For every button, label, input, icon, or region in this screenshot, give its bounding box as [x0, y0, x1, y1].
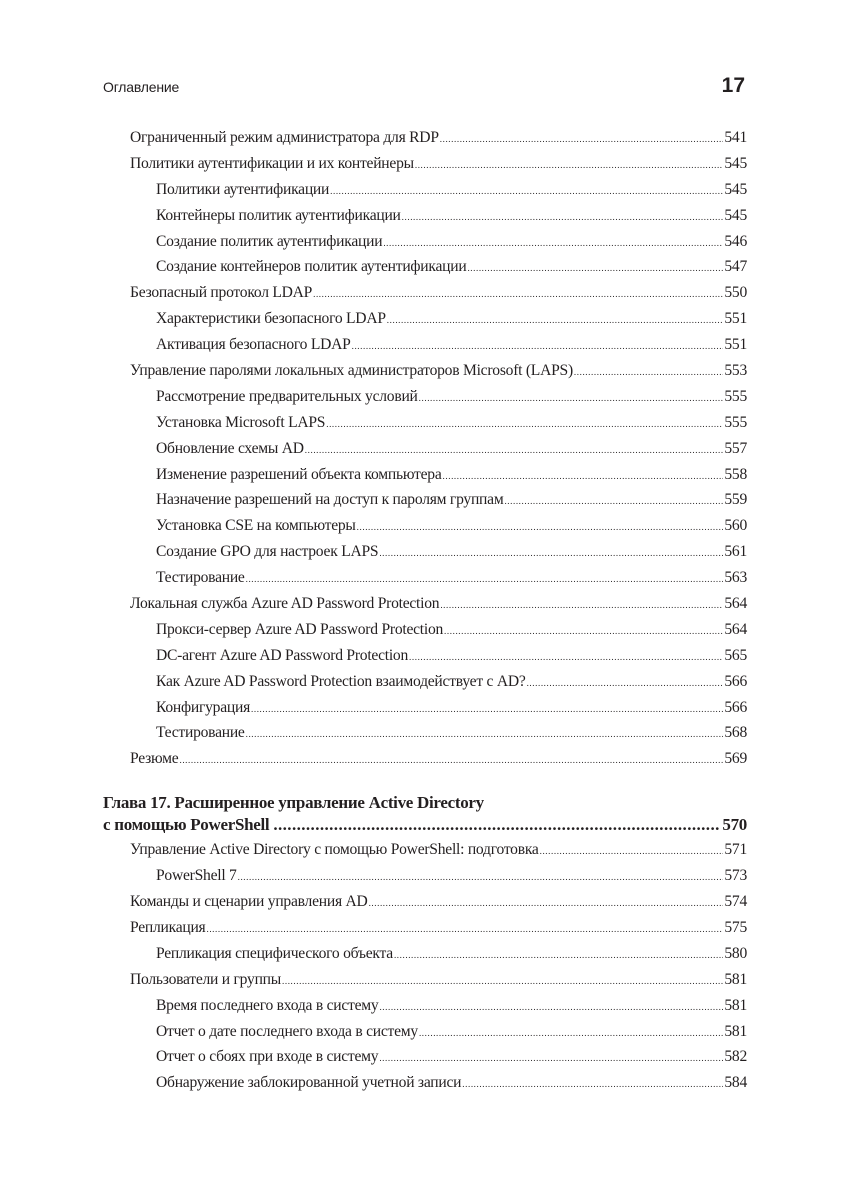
toc-entry-section[interactable] [103, 595, 747, 621]
toc-entry-page: 555 [724, 413, 747, 431]
toc-entry-section[interactable] [103, 971, 747, 997]
toc-entry-page: 564 [724, 595, 747, 613]
toc-entry-title: Создание политик аутентификации [156, 232, 383, 250]
toc-entry-subsection[interactable] [103, 621, 747, 647]
toc-entry-subsection[interactable] [103, 1023, 747, 1049]
toc-entry-subsection[interactable] [103, 310, 747, 336]
toc-entry-subsection[interactable] [103, 1048, 747, 1074]
dot-leader [379, 1002, 723, 1012]
dot-leader [326, 419, 723, 429]
dot-leader [467, 263, 723, 273]
toc-entry-title: Создание GPO для настроек LAPS [156, 543, 379, 561]
toc-entry-subsection[interactable] [103, 440, 747, 466]
dot-leader [352, 341, 724, 351]
dot-leader [282, 976, 723, 986]
toc-entry-title: Репликация [130, 918, 206, 936]
dot-leader [273, 814, 720, 836]
dot-leader [206, 924, 723, 934]
dot-leader [246, 729, 724, 739]
dot-leader [504, 496, 723, 506]
dot-leader [383, 238, 723, 248]
toc-entry-section[interactable] [103, 284, 747, 310]
toc-entry-title: Управление паролями локальных администраторов Microsoft (LAPS) [130, 362, 573, 380]
dot-leader [394, 950, 723, 960]
toc-entry-page: 581 [724, 970, 747, 988]
toc-entry-section[interactable] [103, 362, 747, 388]
toc-entry-page: 565 [724, 646, 747, 664]
toc-entry-title: Тестирование [156, 569, 245, 587]
page-number: 17 [721, 74, 745, 97]
toc-entry-subsection[interactable] [103, 1074, 747, 1100]
dot-leader [402, 212, 724, 222]
toc-entry-title: Политики аутентификации [156, 180, 330, 198]
toc-entry-page: 545 [724, 180, 747, 198]
table-of-contents [103, 129, 747, 1100]
toc-entry-subsection[interactable] [103, 388, 747, 414]
dot-leader [415, 160, 724, 170]
dot-leader [246, 574, 724, 584]
toc-entry-page: 580 [724, 944, 747, 962]
toc-entry-page: 560 [724, 517, 747, 535]
toc-entry-title: Создание контейнеров политик аутентификации [156, 258, 467, 276]
toc-entry-page: 566 [724, 672, 747, 690]
running-head-title: Оглавление [103, 79, 180, 95]
toc-entry-subsection[interactable] [103, 336, 747, 362]
chapter-title-line-1: Глава 17. Расширенное управление Active Directory [103, 793, 484, 813]
toc-entry-title: Политики аутентификации и их контейнеры [130, 154, 414, 172]
toc-entry-subsection[interactable] [103, 233, 747, 259]
toc-entry-page: 568 [724, 724, 747, 742]
toc-entry-section[interactable] [103, 841, 747, 867]
dot-leader [574, 367, 723, 377]
chapter-title-line-2: с помощью PowerShell [103, 815, 270, 835]
toc-entry-title: Активация безопасного LDAP [156, 336, 351, 354]
dot-leader [379, 1053, 723, 1063]
toc-entry-page: 582 [724, 1048, 747, 1066]
chapter-page: 570 [722, 815, 747, 835]
toc-entry-page: 545 [724, 206, 747, 224]
toc-entry-section[interactable] [103, 893, 747, 919]
toc-entry-page: 546 [724, 232, 747, 250]
toc-entry-page: 574 [724, 893, 747, 911]
toc-entry-title: Команды и сценарии управления AD [130, 893, 368, 911]
toc-entry-section[interactable] [103, 750, 747, 776]
dot-leader [238, 872, 724, 882]
toc-entry-subsection[interactable] [103, 724, 747, 750]
dot-leader [387, 315, 724, 325]
dot-leader [313, 289, 723, 299]
toc-entry-page: 557 [724, 439, 747, 457]
toc-entry-title: Локальная служба Azure AD Password Protection [130, 595, 440, 613]
chapter-title-line-2-row [103, 814, 747, 836]
toc-entry-page: 581 [724, 996, 747, 1014]
toc-entry-page: 541 [724, 129, 747, 146]
toc-entry-page: 563 [724, 569, 747, 587]
toc-entry-title: Контейнеры политик аутентификации [156, 206, 401, 224]
toc-entry-subsection[interactable] [103, 945, 747, 971]
toc-entry-title: Установка Microsoft LAPS [156, 413, 326, 431]
toc-entry-page: 553 [724, 362, 747, 380]
toc-entry-page: 545 [724, 154, 747, 172]
dot-leader [527, 678, 724, 688]
dot-leader [179, 755, 723, 765]
dot-leader [443, 471, 724, 481]
toc-entry-subsection[interactable] [103, 207, 747, 233]
toc-entry-page: 569 [724, 750, 747, 768]
toc-entry-title: Резюме [130, 750, 179, 768]
toc-entry-page: 566 [724, 698, 747, 716]
dot-leader [444, 626, 723, 636]
toc-entry-page: 573 [724, 867, 747, 885]
toc-entry-title: Прокси-сервер Azure AD Password Protection [156, 620, 444, 638]
toc-entry-page: 571 [724, 841, 747, 859]
toc-entry-title: Ограниченный режим администратора для RDP [130, 129, 439, 146]
chapter-heading[interactable] [103, 792, 747, 836]
toc-entry-page: 551 [724, 310, 747, 328]
toc-entry-section[interactable] [103, 129, 747, 155]
toc-entry-page: 551 [724, 336, 747, 354]
toc-entry-title: Рассмотрение предварительных условий [156, 387, 418, 405]
toc-entry-subsection[interactable] [103, 867, 747, 893]
toc-entry-section[interactable] [103, 155, 747, 181]
dot-leader [369, 898, 724, 908]
toc-entry-subsection[interactable] [103, 466, 747, 492]
dot-leader [440, 600, 723, 610]
toc-entry-title: Управление Active Directory с помощью PowerShell: подготовка [130, 841, 539, 859]
toc-entry-title: Назначение разрешений на доступ к паролям группам [156, 491, 504, 509]
toc-entry-title: Отчет о дате последнего входа в систему [156, 1022, 418, 1040]
toc-entry-subsection[interactable] [103, 543, 747, 569]
toc-entry-title: Обнаружение заблокированной учетной записи [156, 1074, 462, 1092]
toc-entry-title: Безопасный протокол LDAP [130, 284, 313, 302]
toc-entry-page: 564 [724, 620, 747, 638]
toc-entry-title: Репликация специфического объекта [156, 944, 393, 962]
dot-leader [462, 1079, 723, 1089]
dot-leader [419, 1028, 723, 1038]
toc-entry-title: Характеристики безопасного LDAP [156, 310, 386, 328]
toc-entry-title: Обновление схемы AD [156, 439, 304, 457]
toc-entry-page: 547 [724, 258, 747, 276]
toc-entry-title: Как Azure AD Password Protection взаимодействует с AD? [156, 672, 526, 690]
toc-entry-page: 561 [724, 543, 747, 561]
toc-section-chapter-17 [103, 841, 747, 1100]
toc-entry-subsection[interactable] [103, 258, 747, 284]
toc-entry-title: DC-агент Azure AD Password Protection [156, 646, 409, 664]
toc-entry-title: Изменение разрешений объекта компьютера [156, 465, 442, 483]
toc-entry-title: Отчет о сбоях при входе в систему [156, 1048, 379, 1066]
toc-section-chapter-16 [103, 129, 747, 776]
dot-leader [305, 445, 724, 455]
toc-entry-subsection[interactable] [103, 181, 747, 207]
toc-entry-title: Установка CSE на компьютеры [156, 517, 356, 535]
toc-entry-title: Время последнего входа в систему [156, 996, 379, 1014]
toc-entry-title: Тестирование [156, 724, 245, 742]
running-head [103, 76, 747, 98]
toc-entry-title: Пользователи и группы [130, 970, 281, 988]
toc-entry-subsection[interactable] [103, 517, 747, 543]
toc-entry-subsection[interactable] [103, 673, 747, 699]
toc-entry-title: PowerShell 7 [156, 867, 237, 885]
toc-entry-subsection[interactable] [103, 997, 747, 1023]
dot-leader [330, 186, 723, 196]
toc-entry-page: 581 [724, 1022, 747, 1040]
toc-entry-subsection[interactable] [103, 414, 747, 440]
dot-leader [419, 393, 724, 403]
toc-entry-subsection[interactable] [103, 647, 747, 673]
toc-entry-page: 550 [724, 284, 747, 302]
toc-entry-title: Конфигурация [156, 698, 250, 716]
toc-entry-page: 555 [724, 387, 747, 405]
toc-entry-page: 575 [724, 918, 747, 936]
dot-leader [409, 652, 723, 662]
dot-leader [379, 548, 723, 558]
toc-entry-subsection[interactable] [103, 699, 747, 725]
toc-entry-page: 584 [724, 1074, 747, 1092]
dot-leader [357, 522, 724, 532]
toc-entry-subsection[interactable] [103, 569, 747, 595]
toc-entry-subsection[interactable] [103, 491, 747, 517]
toc-entry-page: 559 [724, 491, 747, 509]
dot-leader [440, 134, 724, 144]
toc-entry-section[interactable] [103, 919, 747, 945]
dot-leader [540, 846, 724, 856]
toc-entry-page: 558 [724, 465, 747, 483]
dot-leader [251, 704, 723, 714]
